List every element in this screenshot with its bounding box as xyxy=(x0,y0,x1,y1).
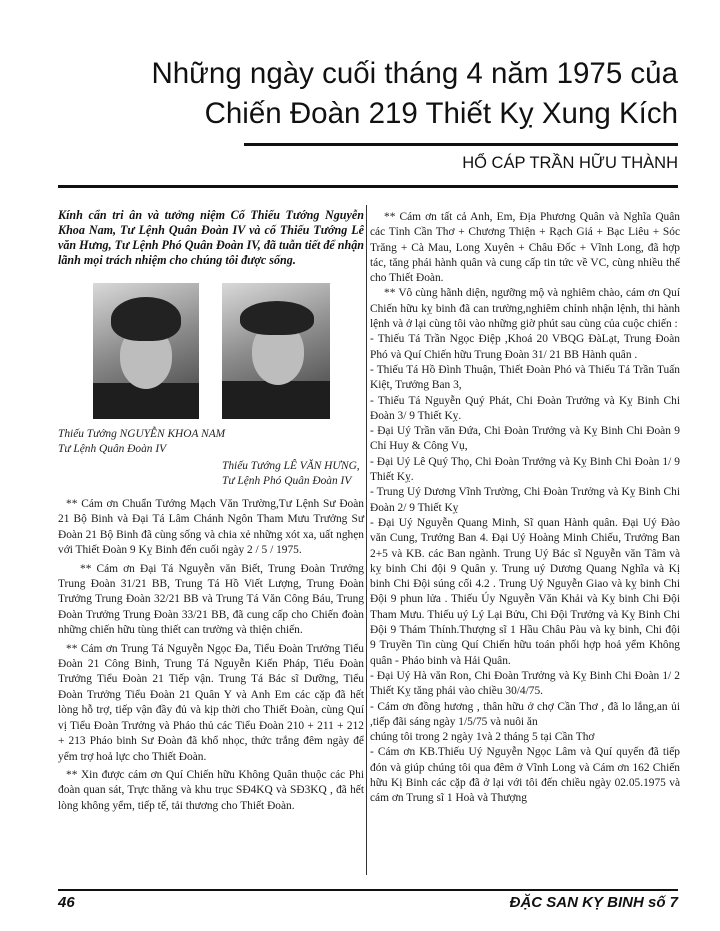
left-paragraph: ** Xin được cám ơn Quí Chiến hữu Không Quân thuộc các Phi đoàn quan sát, Trực thăng và khu trục SĐ4KQ và SĐ3KQ , đã hết lòng không yểm, tiếp tế, tải thương cho Thiết Đoàn. xyxy=(58,768,364,812)
article-title xyxy=(78,54,678,134)
caption-1-name: Thiếu Tướng NGUYỄN KHOA NAM xyxy=(58,428,226,440)
title-line-2: Chiến Đoàn 219 Thiết Kỵ Xung Kích xyxy=(204,97,678,130)
right-list-item: - Cám ơn KB.Thiếu Uý Nguyễn Ngọc Lâm và Quí quyến đã tiếp đón và giúp chúng tôi qua đêm ở Vĩnh Long và Cám ơn 162 Chiến hữu Kị Binh các cặp đã ở lại với tôi đến chiều ngày 02.05.1975 và cám ơn Trung sĩ 1 Hoà và Thượng xyxy=(370,746,680,805)
left-column-body xyxy=(58,497,364,817)
author-name: HỔ CÁP TRẦN HỮU THÀNH xyxy=(462,154,678,172)
author-divider xyxy=(58,185,678,188)
right-column-body xyxy=(370,210,680,807)
right-list-item: - Thiếu Tá Trần Ngọc Điệp ,Khoá 20 VBQG ĐàLạt, Trung Đoàn Phó và Quí Chiến hữu Trung Đoàn 31/ 21 BB Hành quân . xyxy=(370,333,680,361)
right-list-item: - Thiếu Tá Nguyễn Quý Phát, Chi Đoàn Trưởng và Kỵ Binh Chi Đoàn 3/ 9 Thiết Kỵ. xyxy=(370,394,680,422)
right-list-item: - Đại Uý Hà văn Ron, Chi Đoàn Trưởng và Kỵ Binh Chi Đoàn 1/ 2 Thiết Kỵ tăng phái vào chiều 30/4/75. xyxy=(370,669,680,698)
right-paragraph: ** Cám ơn tất cả Anh, Em, Địa Phương Quân và Nghĩa Quân các Tỉnh Cần Thơ + Chương Thiện + Rạch Giá + Bạc Liêu + Sóc Trăng + Cà Mau, Long Xuyên + Châu Đốc + Vĩnh Long, đã hợp tác, tăng phái hành quân và cung cấp tin tức về VC, cùng nhiều thế cho Thiết Đoàn. xyxy=(370,211,680,285)
column-divider xyxy=(366,205,367,875)
right-list-item: - Thiếu Tá Hồ Đình Thuận, Thiết Đoàn Phó và Thiếu Tá Trần Tuấn Kiệt, Trưởng Ban 3, xyxy=(370,363,680,392)
caption-2-name: Thiếu Tướng LÊ VĂN HƯNG, xyxy=(222,460,360,472)
footer-divider xyxy=(58,889,678,891)
portrait-photo-le-van-hung xyxy=(222,283,330,419)
right-list-item: - Đại Uý Nguyễn Quang Minh, Sĩ quan Hành quân. Đại Uý Đào văn Cung, Trưởng Ban 4. Đại Uý Hoàng Minh Chiếu, Trưởng Ban 2+5 và KB. các Ban ngành. Trung Uý Bác sĩ Nguyễn văn Tâm và kỵ binh Chi đội 9 Quân y. Trung uý Dương Quang Nghĩa và Kị binh Chi Đội súng cối 4.2 . Trung Uý Nguyễn Giao và kỵ binh Chi Đội 9 phun lửa . Thiếu Úy Nguyễn Văn Khải và Kỵ binh Chi Đội Tham Mưu. Thiếu uý Lý Lại Bửu, Chi Đội Trưởng và Kỵ Binh Chi Đội 9 Thám Thính.Thượng sĩ 1 Hầu Châu Pàu và kỵ binh, Chi đội 9 Truyền Tin cùng Quí Chiến hữu toán phối hợp hoả yểm Không quân - Pháo binh và Hải Quân. xyxy=(370,516,680,667)
right-list-item: - Đại Uý Trần văn Đứa, Chi Đoàn Trưởng và Kỵ Binh Chi Đoàn 9 Chỉ Huy & Công Vụ, xyxy=(370,425,680,453)
photo-caption-1 xyxy=(58,427,225,457)
title-line-1: Những ngày cuối tháng 4 năm 1975 của xyxy=(151,57,678,90)
right-list-item: - Trung Uý Dương Vĩnh Trường, Chi Đoàn Trưởng và Kỵ Binh Chi Đoàn 2/ 9 Thiết Kỵ xyxy=(370,486,680,514)
left-paragraph: ** Cám ơn Trung Tá Nguyễn Ngọc Đa, Tiểu Đoàn Trưởng Tiểu Đoàn 21 Công Binh, Trung Tá Nguyễn Kiến Pháp, Tiểu Đoàn Trưởng Tiểu Đoàn 21 Tiếp vận. Trung Tá Bác sĩ Dưỡng, Tiểu Đoàn Trưởng Tiểu Đoàn 21 Quân Y và Anh Em các cặp đã hết lòng hỗ trợ, tiếp vận đầy đủ và kịp thời cho Thiết Đoàn, cùng Quí vị Tiểu Đoàn Trưởng và Pháo thủ các Tiểu Đoàn 210 + 211 + 212 + 213 Pháo binh Sư Đoàn đã khổ nhọc, thức trắng đêm ngày để yểm trợ hoả lực cho Thiết Đoàn. xyxy=(58,642,364,763)
right-paragraph: ** Vô cùng hãnh diện, ngưỡng mộ và nghiêm chào, cám ơn Quí Chiến hữu kỵ binh đã can trường,nghiêm chỉnh nhận lệnh, thi hành lệnh và ở lại cùng tôi vào những giờ phút sau cùng của cuộc chiến : xyxy=(370,287,680,331)
left-paragraph: ** Cám ơn Đại Tá Nguyễn văn Biết, Trung Đoàn Trưởng Trung Đoàn 31/21 BB, Trung Tá Hồ Viết Lượng, Trung Đoàn Trưởng Trung Đoàn 32/21 BB và Trung Tá Văn Công Báu, Trung Đoàn Trưởng Trung Đoàn 33/21 BB, đã cung cấp cho Chiến đoàn những chiến hữu tùng thiết can trường và thiện chiến. xyxy=(58,562,364,637)
left-paragraph: ** Cám ơn Chuẩn Tướng Mạch Văn Trường,Tư Lệnh Sư Đoàn 21 Bộ Binh và Đại Tá Lâm Chánh Ngôn Tham Mưu Trưởng Sư Đoàn 21 Bộ Binh đã cùng sống và chia xẻ những xót xa, uất nghẹn với Thiết Đoàn 9 Kỵ Binh đến cuối ngày 2 / 5 / 1975. xyxy=(58,498,364,557)
portrait-photo-nguyen-khoa-nam xyxy=(93,283,199,419)
page-number: 46 xyxy=(58,894,75,911)
right-list-item: - Cám ơn đồng hương , thân hữu ở chợ Cần Thơ , đã lo lắng,an ủi ,tiếp đãi sáng ngày 1/5/75 và nuôi ăn xyxy=(370,700,680,728)
dedication-text: Kính cẩn tri ân và tưởng niệm Cố Thiếu Tướng Nguyễn Khoa Nam, Tư Lệnh Quân Đoàn IV và cố Thiếu Tướng Lê văn Hưng, Tư Lệnh Phó Quân Đoàn IV, đã tuẫn tiết để nhận lãnh mọi trách nhiệm cho chúng tôi được sống. xyxy=(58,208,364,267)
right-list-item: - Đại Uý Lê Quý Thọ, Chi Đoàn Trưởng và Kỵ Binh Chi Đoàn 1/ 9 Thiết Kỵ. xyxy=(370,455,680,484)
publication-title: ĐẶC SAN KỴ BINH số 7 xyxy=(509,894,678,911)
left-column-top xyxy=(58,208,364,268)
right-list-item: chúng tôi trong 2 ngày 1và 2 tháng 5 tại Cần Thơ xyxy=(370,731,595,744)
caption-1-title: Tư Lệnh Quân Đoàn IV xyxy=(58,443,167,455)
caption-2-title: Tư Lệnh Phó Quân Đoàn IV xyxy=(222,475,352,487)
title-divider xyxy=(244,143,678,146)
photo-caption-2 xyxy=(222,459,360,489)
